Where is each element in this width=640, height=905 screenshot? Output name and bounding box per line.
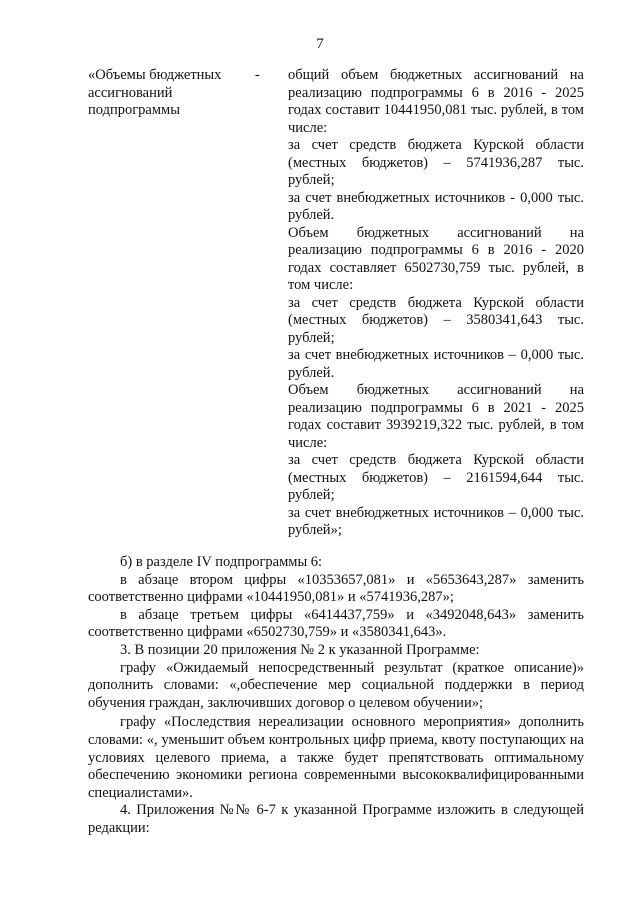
passport-row-value: [288, 67, 584, 540]
body-text: [88, 554, 584, 838]
value-paragraph: за счет средств бюджета Курской области (местных бюджетов) – 3580341,643 тыс. рублей;: [288, 294, 584, 346]
body-paragraph: в абзаце втором цифры «10353657,081» и «5653643,287» заменить соответственно цифрами «10441950,081» и «5741936,287»;: [88, 571, 584, 606]
body-paragraph: графу «Последствия нереализации основного мероприятия» дополнить словами: «, уменьшит объем контрольных цифр приема, квоту поступающих на условиях целевого приема, а также будет препятствовать оптимальному обеспечению экономики региона современными высококвалифицированными специалистами».: [88, 714, 584, 801]
value-paragraph: общий объем бюджетных ассигнований на реализацию подпрограммы 6 в 2016 - 2025 годах составит 10441950,081 тыс. рублей, в том числе:: [288, 67, 584, 136]
body-paragraph: 4. Приложения №№ 6-7 к указанной Программе изложить в следующей редакции:: [88, 802, 584, 836]
value-paragraph: за счет внебюджетных источников - 0,000 тыс. рублей.: [288, 189, 584, 223]
value-paragraph: за счет внебюджетных источников – 0,000 тыс. рублей.: [288, 347, 584, 381]
value-paragraph: за счет средств бюджета Курской области (местных бюджетов) – 2161594,644 тыс. рублей;: [288, 452, 584, 503]
body-paragraph: 3. В позиции 20 приложения № 2 к указанной Программе:: [120, 641, 480, 658]
value-paragraph: за счет внебюджетных источников – 0,000 тыс. рублей»;: [288, 504, 584, 538]
body-paragraph: в абзаце третьем цифры «6414437,759» и «3492048,643» заменить соответственно цифрами «6502730,759» и «3580341,643».: [88, 606, 584, 641]
body-paragraph: графу «Ожидаемый непосредственный результат (краткое описание)» дополнить словами: «,обеспечение мер социальной поддержки в период обучения граждан, заключивших договор о целевом обучении»;: [88, 659, 584, 711]
passport-row-label: «Объемы бюджетных ассигнований подпрограммы: [88, 67, 222, 118]
value-paragraph: Объем бюджетных ассигнований на реализацию подпрограммы 6 в 2021 - 2025 годах составит 3939219,322 тыс. рублей, в том числе:: [288, 382, 584, 451]
page-number: 7: [316, 36, 324, 52]
body-paragraph: б) в разделе IV подпрограммы 6:: [120, 554, 323, 570]
value-paragraph: за счет средств бюджета Курской области (местных бюджетов) – 5741936,287 тыс. рублей;: [288, 137, 584, 188]
row-dash: -: [255, 67, 260, 83]
value-paragraph: Объем бюджетных ассигнований на реализацию подпрограммы 6 в 2016 - 2020 годах составляет 6502730,759 тыс. рублей, в том числе:: [288, 224, 584, 293]
